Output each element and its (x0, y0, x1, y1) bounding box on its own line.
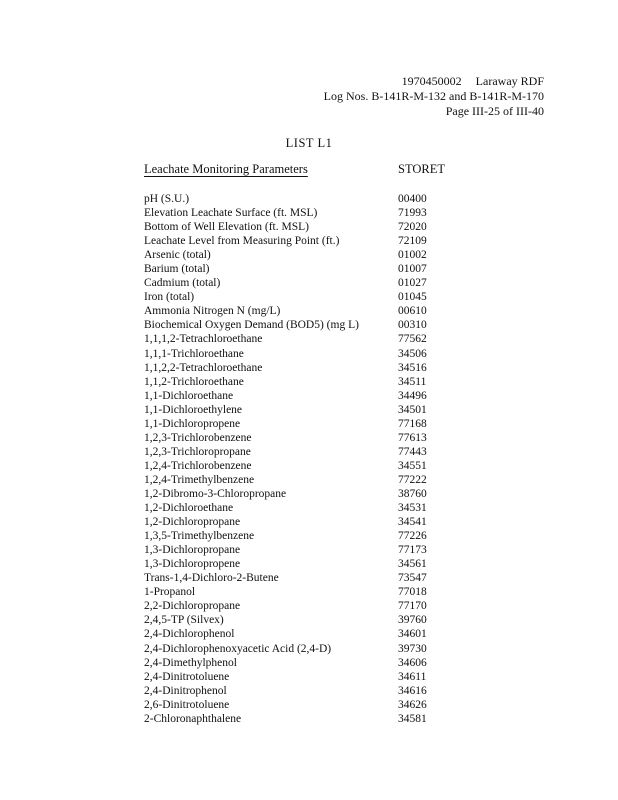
table-row (0, 684, 618, 698)
table-row (0, 332, 618, 346)
table-row (0, 515, 618, 529)
storet-code: 34561 (398, 558, 427, 571)
table-row (0, 417, 618, 431)
storet-code: 71993 (398, 207, 427, 220)
table-row (0, 431, 618, 445)
storet-column-header: STORET (398, 162, 445, 176)
parameter-name: Elevation Leachate Surface (ft. MSL) (144, 207, 318, 220)
table-row (0, 712, 618, 726)
parameter-name: 1,3,5-Trimethylbenzene (144, 530, 255, 543)
storet-code: 73547 (398, 572, 427, 585)
table-row (0, 445, 618, 459)
parameter-name: 1,2,3-Trichlorobenzene (144, 431, 252, 444)
table-row (0, 599, 618, 613)
storet-code: 01045 (398, 291, 427, 304)
storet-code: 34616 (398, 684, 427, 697)
table-row (0, 318, 618, 332)
storet-code: 34501 (398, 403, 427, 416)
table-row (0, 290, 618, 304)
table-row (0, 304, 618, 318)
parameter-name: 1,1-Dichloroethane (144, 389, 234, 402)
storet-code: 01002 (398, 249, 427, 262)
parameter-name: Iron (total) (144, 291, 195, 304)
parameter-name: 1,2-Dichloroethane (144, 502, 234, 515)
parameter-name: Ammonia Nitrogen N (mg/L) (144, 305, 281, 318)
storet-code: 34516 (398, 361, 427, 374)
table-row (0, 501, 618, 515)
storet-code: 34531 (398, 502, 427, 515)
storet-code: 34606 (398, 656, 427, 669)
parameter-name: 1,1,1-Trichloroethane (144, 347, 244, 360)
parameter-name: 1,1,2,2-Tetrachloroethane (144, 361, 263, 374)
storet-code: 34626 (398, 698, 427, 711)
list-title: LIST L1 (285, 136, 333, 150)
storet-code: 34551 (398, 459, 427, 472)
storet-code: 77613 (398, 431, 427, 444)
parameter-name: Cadmium (total) (144, 277, 221, 290)
parameter-name: 2,2-Dichloropropane (144, 600, 241, 613)
table-row (0, 557, 618, 571)
parameter-name: 2,4-Dimethylphenol (144, 656, 237, 669)
storet-code: 77173 (398, 544, 427, 557)
table-row (0, 627, 618, 641)
parameter-name: 1,2-Dibromo-3-Chloropropane (144, 487, 287, 500)
parameter-name: 1,1,1,2-Tetrachloroethane (144, 333, 263, 346)
storet-code: 77226 (398, 530, 427, 543)
parameter-name: 2,4-Dinitrotoluene (144, 670, 230, 683)
storet-code: 00310 (398, 319, 427, 332)
storet-code: 00610 (398, 305, 427, 318)
facility-name: Laraway RDF (475, 74, 544, 88)
table-row (0, 347, 618, 361)
log-numbers: Log Nos. B-141R-M-132 and B-141R-M-170 (323, 89, 544, 103)
parameter-name: Arsenic (total) (144, 249, 211, 262)
table-row (0, 403, 618, 417)
parameter-name: 1,1-Dichloropropene (144, 417, 241, 430)
parameter-name: 2,4-Dinitrophenol (144, 684, 227, 697)
table-row (0, 220, 618, 234)
storet-code: 34506 (398, 347, 427, 360)
parameter-name: 2,6-Dinitrotoluene (144, 698, 230, 711)
parameter-name: Trans-1,4-Dichloro-2-Butene (144, 572, 279, 585)
storet-code: 39730 (398, 642, 427, 655)
parameter-name: 1,2,3-Trichloropropane (144, 445, 251, 458)
parameter-name: Leachate Level from Measuring Point (ft.) (144, 235, 340, 248)
table-row (0, 262, 618, 276)
parameter-name: 1,3-Dichloropropane (144, 544, 241, 557)
storet-code: 34496 (398, 389, 427, 402)
table-row (0, 670, 618, 684)
storet-code: 77018 (398, 586, 427, 599)
table-row (0, 375, 618, 389)
parameter-name: 1,1,2-Trichloroethane (144, 375, 244, 388)
table-row (0, 361, 618, 375)
storet-code: 01027 (398, 277, 427, 290)
table-row (0, 642, 618, 656)
parameter-name: 1-Propanol (144, 586, 196, 599)
table-row (0, 529, 618, 543)
storet-code: 39760 (398, 614, 427, 627)
parameter-name: 1,3-Dichloropropene (144, 558, 241, 571)
storet-code: 77170 (398, 600, 427, 613)
table-row (0, 248, 618, 262)
storet-code: 34601 (398, 628, 427, 641)
parameter-name: pH (S.U.) (144, 193, 190, 205)
table-row (0, 276, 618, 290)
table-row (0, 613, 618, 627)
parameter-name: Bottom of Well Elevation (ft. MSL) (144, 221, 309, 234)
table-row (0, 571, 618, 585)
parameter-name: 1,2-Dichloropropane (144, 516, 241, 529)
table-row (0, 206, 618, 220)
page-number: Page III-25 of III-40 (445, 104, 544, 118)
parameter-table (0, 192, 618, 726)
parameter-name: 2,4-Dichlorophenol (144, 628, 235, 641)
parameter-name: Biochemical Oxygen Demand (BOD5) (mg L) (144, 319, 359, 332)
storet-code: 77443 (398, 445, 427, 458)
parameter-name: 2-Chloronaphthalene (144, 712, 242, 725)
storet-code: 34511 (398, 375, 427, 388)
table-row (0, 543, 618, 557)
storet-code: 00400 (398, 193, 427, 205)
table-row (0, 698, 618, 712)
parameter-name: 1,2,4-Trimethylbenzene (144, 473, 255, 486)
storet-code: 77168 (398, 417, 427, 430)
storet-code: 72109 (398, 235, 427, 248)
parameter-column-header: Leachate Monitoring Parameters (144, 162, 308, 176)
table-row (0, 234, 618, 248)
header-line-1 (402, 74, 544, 89)
parameter-name: 1,2,4-Trichlorobenzene (144, 459, 252, 472)
storet-code: 01007 (398, 263, 427, 276)
table-row (0, 473, 618, 487)
table-row (0, 656, 618, 670)
parameter-name: 2,4,5-TP (Silvex) (144, 614, 224, 627)
storet-code: 77562 (398, 333, 427, 346)
storet-code: 72020 (398, 221, 427, 234)
storet-code: 38760 (398, 487, 427, 500)
storet-code: 34541 (398, 516, 427, 529)
parameter-name: Barium (total) (144, 263, 210, 276)
document-id: 1970450002 (401, 74, 462, 88)
table-row (0, 585, 618, 599)
parameter-name: 2,4-Dichlorophenoxyacetic Acid (2,4-D) (144, 642, 332, 655)
table-row (0, 487, 618, 501)
storet-code: 77222 (398, 473, 427, 486)
table-row (0, 389, 618, 403)
parameter-name: 1,1-Dichloroethylene (144, 403, 243, 416)
table-row (0, 459, 618, 473)
storet-code: 34581 (398, 712, 427, 725)
storet-code: 34611 (398, 670, 427, 683)
table-row (0, 192, 618, 206)
